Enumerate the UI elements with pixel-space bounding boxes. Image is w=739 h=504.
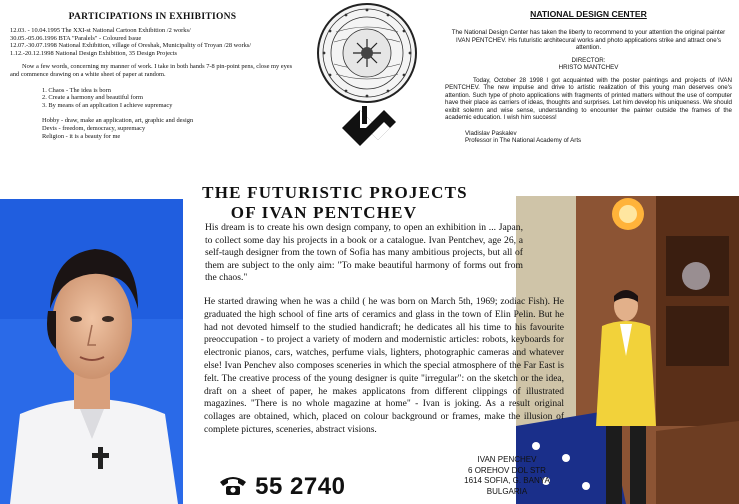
article-intro: His dream is to create his own design company, to open an exhibition in ... Japan, to collect some day his projects in a book or a catalogue. Ivan Pentchev, age 26, a self-taugh designer from the town of Sofia has many ambitious projects, but all of them are subject to the only aim: "To make beautiful harmony of forms out from the chaos." (205, 222, 523, 284)
exhibitions-title: PARTICIPATIONS IN EXHIBITIONS (68, 12, 237, 22)
list-item: 12.03. - 10.04.1995 The XXI-st National Cartoon Exhibition /2 works/ (10, 27, 191, 34)
article-body: He started drawing when he was a child ( he was born on March 5th, 1969; zodiac Fish). He graduated the high school of fine arts of ceramics and glass in the town of Elin Pelin. But he had not devoted himself to the studied handicraft; he dedicates all his time to his favourite preoccupation - to project a variety of modern and modernistic articles: robots, keyboards for electronic pianos, cars, watches, perfume vials, lighters, photographic cameras and whatever else! Ivan Penchev also composes sceneries in which the special atmosphere of the Far East is felt. The creative process of the young designer is quite "irregular": on the sketch or the idea, draft on a sheet of paper, he makes applicatons from different clippings of illustrated magazines. "There is no whole magazine at home" - Ivan is joking. As a result original collages are obtained, which, placed on colour background or frames, make the illusion of complete pictures, sceneries, abstract visions. (204, 297, 564, 435)
director-signature (445, 57, 732, 72)
list-item: 1.12.-20.12.1998 National Design Exhibition, 35 Design Projects (10, 49, 178, 57)
list-item: 1. Chaos - The idea is born (42, 86, 111, 94)
list-item: 3. By means of an application I achieve supremacy (42, 101, 173, 109)
exhibitions-list (10, 27, 295, 57)
list-item: Devis - freedom, democracy, supremacy (42, 124, 146, 132)
professor-signature (465, 130, 732, 145)
hobby-list (42, 117, 295, 140)
address-line: 6 OREHOV DOL STR (468, 465, 546, 475)
list-item: 12.07.-30.07.1998 National Exhibition, village of Oreshak, Municipality of Troyan /28 works/ (10, 42, 252, 50)
list-item: 30.05.-05.06.1996 BTA "Paralels" - Coloured Issue (10, 34, 142, 42)
telephone-icon (218, 474, 248, 503)
portrait-photo (0, 199, 183, 504)
address-line: IVAN PENCHEV (477, 455, 537, 464)
phone-number-block (218, 473, 345, 503)
round-seal (316, 2, 418, 104)
address-line: 1614 SOFIA, G. BANYA (464, 476, 550, 485)
design-center-letter (445, 4, 732, 145)
director-name: HRISTO MANTCHEV (558, 64, 619, 71)
address-line: BULGARIA (486, 486, 528, 496)
list-item: 2. Create a harmony and beautiful form (42, 94, 143, 102)
letter-title: NATIONAL DESIGN CENTER (530, 9, 647, 19)
letter-paragraph: Today, October 28 1998 I got acquainted with the poster paintings and projects of IVAN PENTCHEV. The new impulse and drive to artistic realization of this young man deserves one's attention. Such type of photo applications with fragments of printed matters without the use of computer have their place as carriers of ideas, thoughts and surprises. Let him develop his uniqueness. We should exibit solemn and wise sense, understanding to encounter the painter outside the frames of the academic education. I wish him success! (445, 76, 732, 121)
design-center-logo (338, 104, 400, 150)
headline-line-2: OF IVAN PENTCHEV (230, 203, 418, 222)
exhibitions-block (10, 6, 295, 140)
work-manner-note: Now a few words, concerning my manner of work. I take in both hands 7-8 pin-point pens, close my eyes and commence drawing on a white sheet of paper at random. (10, 63, 293, 78)
postal-address (452, 455, 562, 497)
letter-paragraph: The National Design Center has taken the liberty to recommend to your attention the original painter IVAN PENTCHEV. His futuristic architecural works and photo applications strike and attract one's attention. (451, 29, 726, 51)
headline-line-1: THE FUTURISTIC PROJECTS (202, 183, 468, 202)
phone-number: 55 2740 (255, 473, 346, 500)
signer-name: Vladislav Paskalev (465, 129, 517, 137)
signer-role: Professor in The National Academy of Arts (465, 137, 582, 144)
list-item: Religion - it is a beauty for me (42, 132, 121, 140)
headline (170, 183, 500, 223)
list-item: Hobby - draw, make an application, art, graphic and design (42, 117, 194, 125)
steps-list (42, 87, 295, 110)
director-role: DIRECTOR: (571, 56, 606, 64)
